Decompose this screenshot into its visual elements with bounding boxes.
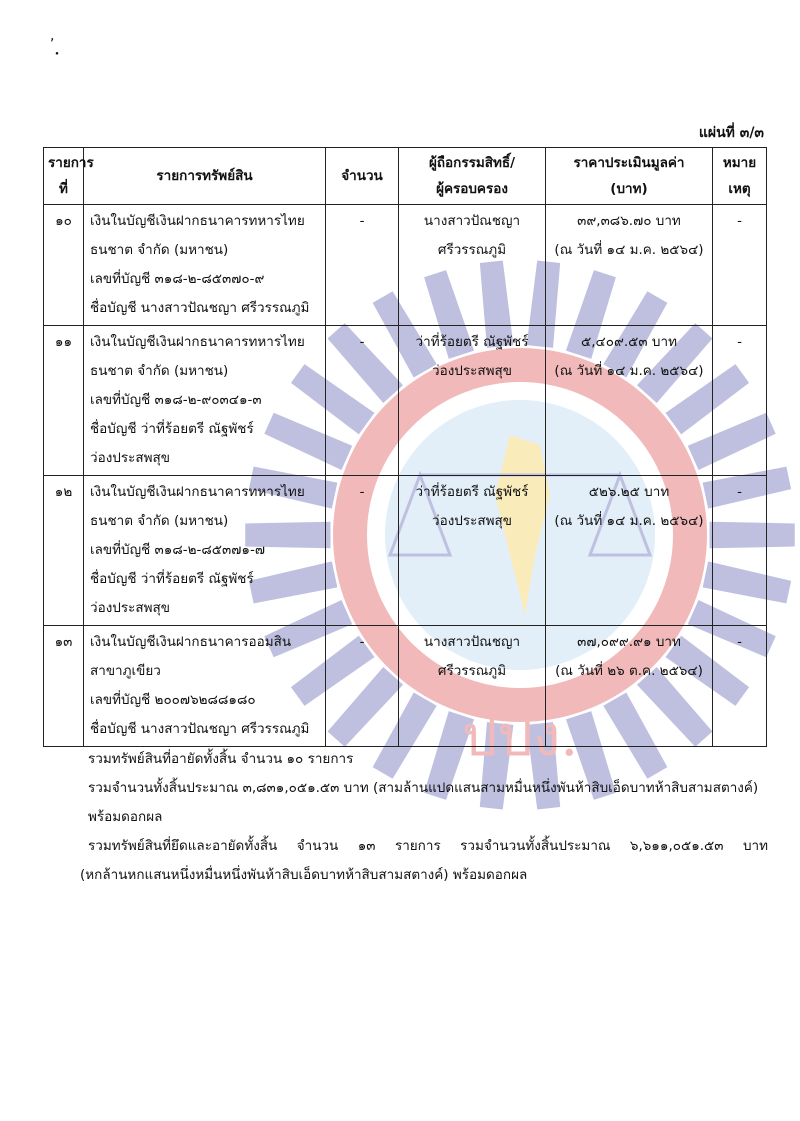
cell-asset [84,326,326,476]
cell-value-line: (ณ วันที่ ๑๔ ม.ค. ๒๕๖๔) [554,513,704,529]
cell-asset [84,626,326,747]
cell-asset [84,205,326,326]
sheet-number: แผ่นที่ ๓/๓ [698,125,764,141]
cell-owner [399,326,546,476]
header-no: รายการ ที่ [44,148,84,205]
table-header-row [44,148,767,205]
cell-owner-line: ว่าที่ร้อยตรี ณัฐพัชร์ [415,484,529,500]
header-quantity: จำนวน [326,148,399,205]
cell-value [546,205,713,326]
cell-remark: - [713,326,767,476]
cell-asset-line: เงินในบัญชีเงินฝากธนาคารออมสิน [90,634,292,650]
cell-quantity: - [326,476,399,626]
cell-remark: - [713,205,767,326]
cell-owner-line: ว่องประสพสุข [432,513,512,529]
header-value: ราคาประเมินมูลค่า (บาท) [546,148,713,205]
cell-owner [399,476,546,626]
summary-seized-count: รวมทรัพย์สินที่อายัดทั้งสิ้น จำนวน ๑๐ รายการ [88,751,354,767]
cell-remark: - [713,476,767,626]
cell-value-line: ๓๗,๐๙๙.๙๑ บาท [577,634,681,650]
cell-owner-line: นางสาวปัณชญา [423,213,521,229]
cell-asset-line: เงินในบัญชีเงินฝากธนาคารทหารไทย [90,334,305,350]
cell-owner-line: ศรีวรรณภูมิ [437,242,507,258]
cell-no: ๑๒ [44,476,84,626]
scan-marks: , ・ [50,28,64,63]
cell-asset-line: ชื่อบัญชี ว่าที่ร้อยตรี ณัฐพัชร์ [90,421,254,437]
cell-value-line: (ณ วันที่ ๒๖ ต.ค. ๒๕๖๔) [555,663,703,679]
cell-asset-line: เงินในบัญชีเงินฝากธนาคารทหารไทย [90,213,305,229]
header-owner: ผู้ถือกรรมสิทธิ์/ ผู้ครอบครอง [399,148,546,205]
cell-value-line: (ณ วันที่ ๑๔ ม.ค. ๒๕๖๔) [554,363,704,379]
cell-value [546,626,713,747]
cell-asset [84,476,326,626]
cell-asset-line: ธนชาต จำกัด (มหาชน) [90,242,229,258]
cell-value-line: ๕๒๖.๒๕ บาท [588,484,670,500]
table-row [44,326,767,476]
header-remark: หมาย เหตุ [713,148,767,205]
cell-value-line: ๕,๔๐๙.๕๓ บาท [581,334,677,350]
cell-asset-line: ว่องประสพสุข [90,450,170,466]
asset-table [43,147,767,747]
summary-grand-total: รวมทรัพย์สินที่ยึดและอายัดทั้งสิ้น จำนวน ๑๓ รายการ รวมจำนวนทั้งสิ้นประมาณ ๖,๖๑๑,๐๕๑.๕๓ บาท [88,838,768,854]
cell-asset-line: ธนชาต จำกัด (มหาชน) [90,513,229,529]
cell-value-line: ๓๙,๓๘๖.๗๐ บาท [577,213,681,229]
cell-asset-line: ธนชาต จำกัด (มหาชน) [90,363,229,379]
cell-owner-line: ศรีวรรณภูมิ [437,663,507,679]
cell-asset-line: เลขที่บัญชี ๓๑๘-๒-๘๕๓๗๐-๙ [90,271,265,287]
summary [80,745,768,890]
table-row [44,626,767,747]
cell-asset-line: เลขที่บัญชี ๓๑๘-๒-๙๐๓๔๑-๓ [90,392,262,408]
table-row [44,476,767,626]
cell-asset-line: ชื่อบัญชี นางสาวปัณชญา ศรีวรรณภูมิ [90,300,310,316]
cell-asset-line: สาขาภูเขียว [90,663,161,679]
cell-asset-line: เลขที่บัญชี ๓๑๘-๒-๘๕๓๗๑-๗ [90,542,265,558]
summary-grand-total-words: (หกล้านหกแสนหนึ่งหมื่นหนึ่งพันห้าสิบเอ็ดบาทห้าสิบสามสตางค์) พร้อมดอกผล [80,867,528,883]
summary-seized-total: รวมจำนวนทั้งสิ้นประมาณ ๓,๘๓๑,๐๕๑.๕๓ บาท (สามล้านแปดแสนสามหมื่นหนึ่งพันห้าสิบเอ็ดบาทห้าสิบสามสตางค์) [88,780,759,796]
cell-owner-line: นางสาวปัณชญา [423,634,521,650]
cell-value-line: (ณ วันที่ ๑๔ ม.ค. ๒๕๖๔) [554,242,704,258]
cell-no: ๑๓ [44,626,84,747]
table-row [44,205,767,326]
cell-asset-line: เงินในบัญชีเงินฝากธนาคารทหารไทย [90,484,305,500]
cell-asset-line: เลขที่บัญชี ๒๐๐๗๖๒๘๘๑๘๐ [90,692,256,708]
cell-quantity: - [326,205,399,326]
cell-owner-line: ว่องประสพสุข [432,363,512,379]
cell-owner [399,626,546,747]
cell-value [546,476,713,626]
cell-no: ๑๐ [44,205,84,326]
cell-owner-line: ว่าที่ร้อยตรี ณัฐพัชร์ [415,334,529,350]
svg-text:ปปง.: ปปง. [461,704,579,769]
cell-asset-line: ชื่อบัญชี ว่าที่ร้อยตรี ณัฐพัชร์ [90,571,254,587]
cell-no: ๑๑ [44,326,84,476]
header-asset: รายการทรัพย์สิน [84,148,326,205]
cell-value [546,326,713,476]
cell-quantity: - [326,326,399,476]
cell-quantity: - [326,626,399,747]
cell-owner [399,205,546,326]
summary-interest: พร้อมดอกผล [88,809,163,825]
cell-remark: - [713,626,767,747]
cell-asset-line: ว่องประสพสุข [90,600,170,616]
cell-asset-line: ชื่อบัญชี นางสาวปัณชญา ศรีวรรณภูมิ [90,721,310,737]
